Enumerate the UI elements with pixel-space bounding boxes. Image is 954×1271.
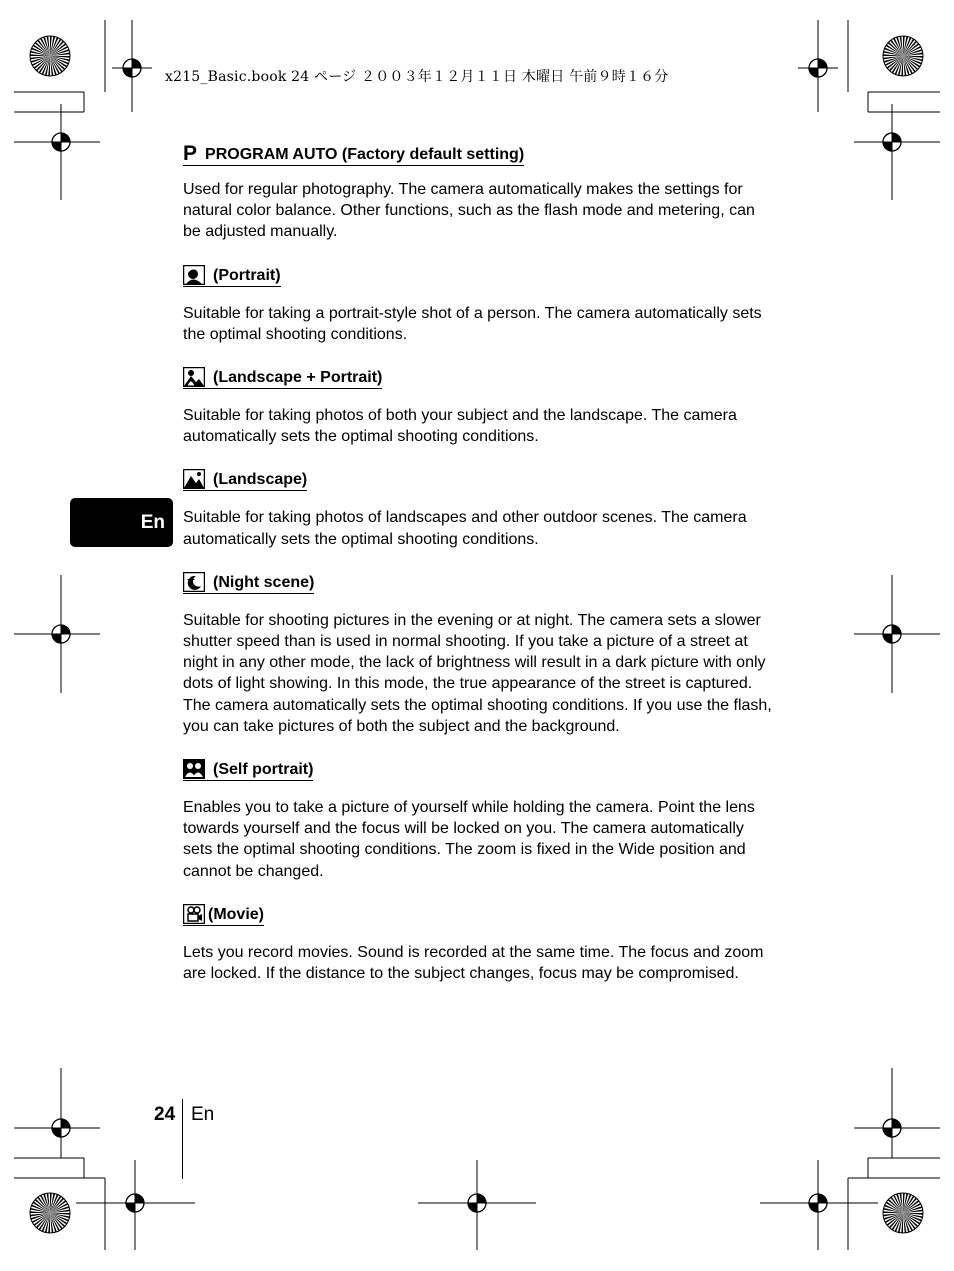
movie-icon — [183, 904, 205, 924]
portrait-icon — [183, 265, 205, 285]
section-heading — [183, 144, 524, 166]
section-movie — [183, 904, 773, 984]
section-title: (Movie) — [208, 905, 264, 923]
section-body: Suitable for taking photos of both your subject and the landscape. The camera automatically sets the optimal shooting conditions. — [183, 407, 737, 446]
registration-target — [30, 1193, 70, 1233]
self-portrait-icon — [183, 759, 205, 779]
registration-target — [883, 36, 923, 76]
landscape-portrait-icon — [183, 367, 205, 387]
section-title: PROGRAM AUTO (Factory default setting) — [205, 146, 525, 163]
section-body: Suitable for taking a portrait-style shot of a person. The camera automatically sets the optimal shooting conditions. — [183, 304, 762, 343]
footer-language: En — [191, 1104, 215, 1125]
section-body: Lets you record movies. Sound is recorded at the same time. The focus and zoom are locked. If the distance to the subject changes, focus may be compromised. — [183, 943, 764, 983]
section-title: (Landscape + Portrait) — [213, 369, 383, 387]
section-portrait — [183, 265, 773, 345]
section-heading — [183, 759, 313, 781]
print-header: x215_Basic.book 24 ページ ２００３年１２月１１日 木曜日 午前９時１６分 — [165, 69, 669, 85]
section-title: (Portrait) — [213, 266, 281, 284]
section-heading — [183, 367, 382, 389]
section-title: (Night scene) — [213, 573, 315, 591]
mode-descriptions — [183, 144, 773, 984]
footer-divider — [182, 1099, 183, 1179]
section-heading — [183, 469, 307, 491]
registration-target — [30, 36, 70, 76]
section-body: Suitable for taking photos of landscapes and other outdoor scenes. The camera automatically sets the optimal shooting conditions. — [183, 509, 747, 548]
section-body: Enables you to take a picture of yourself while holding the camera. Point the lens towards yourself and the focus will be locked on you. The camera automatically sets the optimal shooting conditions. The zoom is fixed in the Wide position and cannot be changed. — [183, 799, 755, 880]
section-body: Suitable for shooting pictures in the evening or at night. The camera sets a slower shutter speed than is used in normal shooting. If you take a picture of a street at night in any other mode, the lack of brightness will result in a dark picture with only dots of light showing. In this mode, the true appearance of the street is captured. The camera automatically sets the optimal shooting conditions. If you use the flash, you can take pictures of both the subject and the background. — [183, 611, 772, 735]
section-night-scene — [183, 572, 773, 737]
section-landscape-portrait — [183, 367, 773, 447]
section-landscape — [183, 469, 773, 549]
section-program-auto — [183, 144, 773, 243]
section-heading — [183, 265, 281, 287]
section-heading — [183, 572, 314, 594]
section-self-portrait — [183, 759, 773, 882]
page-number: 24 — [154, 1104, 176, 1125]
language-tab: En — [70, 498, 173, 547]
night-scene-icon — [183, 572, 205, 592]
section-heading — [183, 904, 264, 926]
landscape-icon — [183, 469, 205, 489]
p-mode-icon: P — [183, 142, 198, 165]
registration-target — [883, 1193, 923, 1233]
section-body: Used for regular photography. The camera automatically makes the settings for natural color balance. Other functions, such as the flash mode and metering, can be adjusted manually. — [183, 181, 755, 241]
section-title: (Self portrait) — [213, 761, 314, 779]
section-title: (Landscape) — [213, 471, 308, 489]
